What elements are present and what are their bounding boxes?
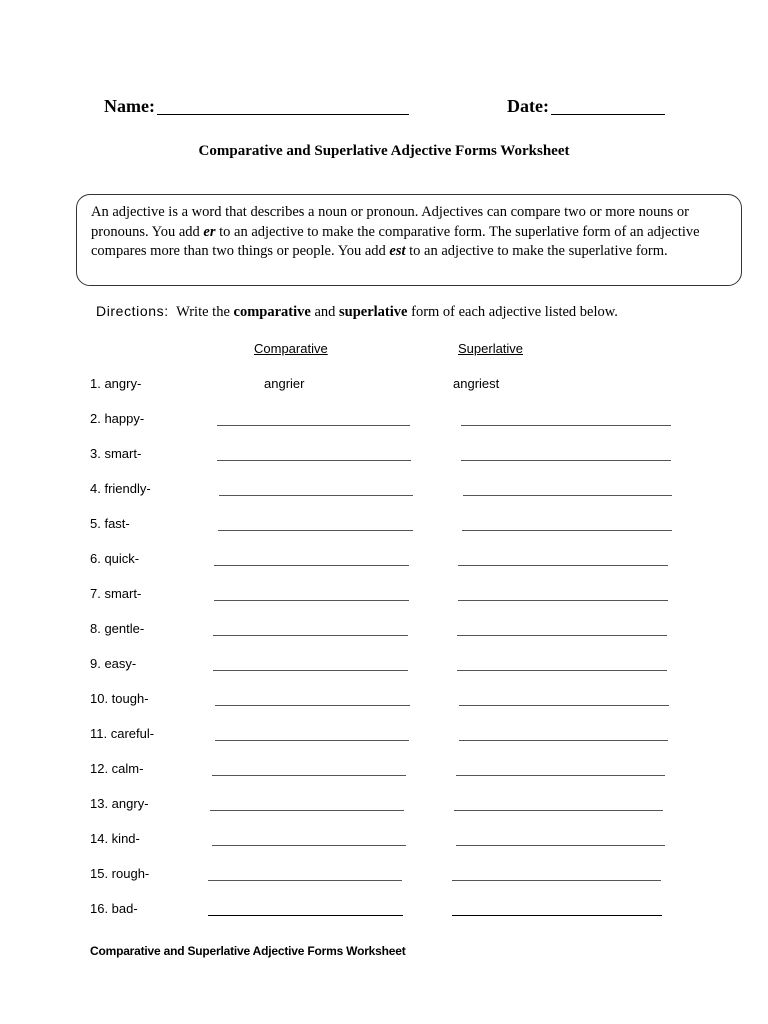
list-item: [0, 726, 768, 756]
directions: [96, 303, 618, 321]
superlative-blank[interactable]: [456, 845, 665, 846]
date-label: Date:: [507, 96, 549, 116]
superlative-blank[interactable]: [459, 705, 669, 706]
directions-text-1: Write the: [176, 304, 234, 320]
list-item: [0, 516, 768, 546]
superlative-blank[interactable]: [458, 565, 668, 566]
list-item: [0, 446, 768, 476]
header-row: [0, 96, 768, 120]
superlative-blank[interactable]: [457, 670, 667, 671]
directions-text-3: form of each adjective listed below.: [407, 304, 618, 320]
list-item: [0, 481, 768, 511]
comparative-blank[interactable]: [214, 600, 409, 601]
adjective-label: 12. calm-: [90, 761, 144, 776]
adjective-label: 9. easy-: [90, 656, 137, 671]
comparative-blank[interactable]: [208, 880, 402, 881]
intro-est: est: [389, 243, 406, 259]
adjective-label: 5. fast-: [90, 516, 130, 531]
adjective-label: 3. smart-: [90, 446, 142, 461]
directions-label: Directions:: [96, 303, 169, 319]
comparative-blank[interactable]: [212, 775, 406, 776]
superlative-blank[interactable]: [452, 880, 661, 881]
footer-title: Comparative and Superlative Adjective Forms Worksheet: [90, 944, 406, 958]
comparative-blank[interactable]: [210, 810, 404, 811]
superlative-blank[interactable]: [463, 495, 672, 496]
superlative-blank[interactable]: [452, 915, 662, 916]
superlative-column-header: Superlative: [458, 341, 524, 356]
superlative-answer: angriest: [453, 376, 500, 391]
superlative-blank[interactable]: [462, 530, 672, 531]
directions-comparative: comparative: [233, 304, 311, 320]
superlative-blank[interactable]: [459, 740, 668, 741]
superlative-blank[interactable]: [458, 600, 668, 601]
comparative-blank[interactable]: [219, 495, 413, 496]
comparative-blank[interactable]: [217, 460, 411, 461]
adjective-label: 6. quick-: [90, 551, 140, 566]
adjective-label: 10. tough-: [90, 691, 149, 706]
superlative-blank[interactable]: [461, 425, 671, 426]
list-item: [0, 411, 768, 441]
comparative-blank[interactable]: [208, 915, 403, 916]
comparative-blank[interactable]: [215, 705, 410, 706]
list-item: [0, 796, 768, 826]
list-item: [0, 586, 768, 616]
adjective-label: 13. angry-: [90, 796, 149, 811]
list-item: [0, 551, 768, 581]
comparative-blank[interactable]: [212, 845, 406, 846]
list-item: [0, 621, 768, 651]
superlative-blank[interactable]: [457, 635, 667, 636]
intro-text-1: An adjective is a word that describes a noun or pronoun. Adjectives can compare two or more nouns or pronouns. You add: [91, 204, 689, 240]
comparative-blank[interactable]: [218, 530, 413, 531]
comparative-answer: angrier: [264, 376, 305, 391]
adjective-label: 2. happy-: [90, 411, 145, 426]
directions-superlative: superlative: [339, 304, 408, 320]
list-item: [0, 761, 768, 791]
intro-text-2: to an adjective to make the comparative form. The superlative form of an adjective compares more than two things or people. You add: [91, 223, 700, 259]
list-item: [0, 656, 768, 686]
adjective-label: 4. friendly-: [90, 481, 151, 496]
list-item: [0, 691, 768, 721]
intro-text-3: to an adjective to make the superlative form.: [405, 243, 668, 259]
list-item: [0, 376, 768, 406]
adjective-label: 14. kind-: [90, 831, 140, 846]
list-item: [0, 831, 768, 861]
adjective-label: 7. smart-: [90, 586, 142, 601]
worksheet-title: Comparative and Superlative Adjective Forms Worksheet: [198, 143, 570, 159]
comparative-blank[interactable]: [213, 670, 408, 671]
intro-box: [76, 194, 742, 286]
list-item: [0, 866, 768, 896]
date-field[interactable]: [551, 114, 665, 115]
superlative-blank[interactable]: [454, 810, 663, 811]
adjective-label: 16. bad-: [90, 901, 138, 916]
superlative-blank[interactable]: [461, 460, 671, 461]
adjective-label: 15. rough-: [90, 866, 150, 881]
comparative-blank[interactable]: [217, 425, 410, 426]
comparative-blank[interactable]: [215, 740, 409, 741]
directions-text-2: and: [310, 304, 340, 320]
list-item: [0, 901, 768, 931]
superlative-blank[interactable]: [456, 775, 665, 776]
name-field[interactable]: [157, 114, 409, 115]
adjective-label: 8. gentle-: [90, 621, 145, 636]
intro-er: er: [203, 223, 216, 240]
adjective-label: 11. careful-: [90, 726, 155, 741]
comparative-blank[interactable]: [213, 635, 408, 636]
comparative-column-header: Comparative: [254, 341, 328, 356]
comparative-blank[interactable]: [214, 565, 409, 566]
adjective-label: 1. angry-: [90, 376, 142, 391]
name-label: Name:: [104, 96, 155, 116]
